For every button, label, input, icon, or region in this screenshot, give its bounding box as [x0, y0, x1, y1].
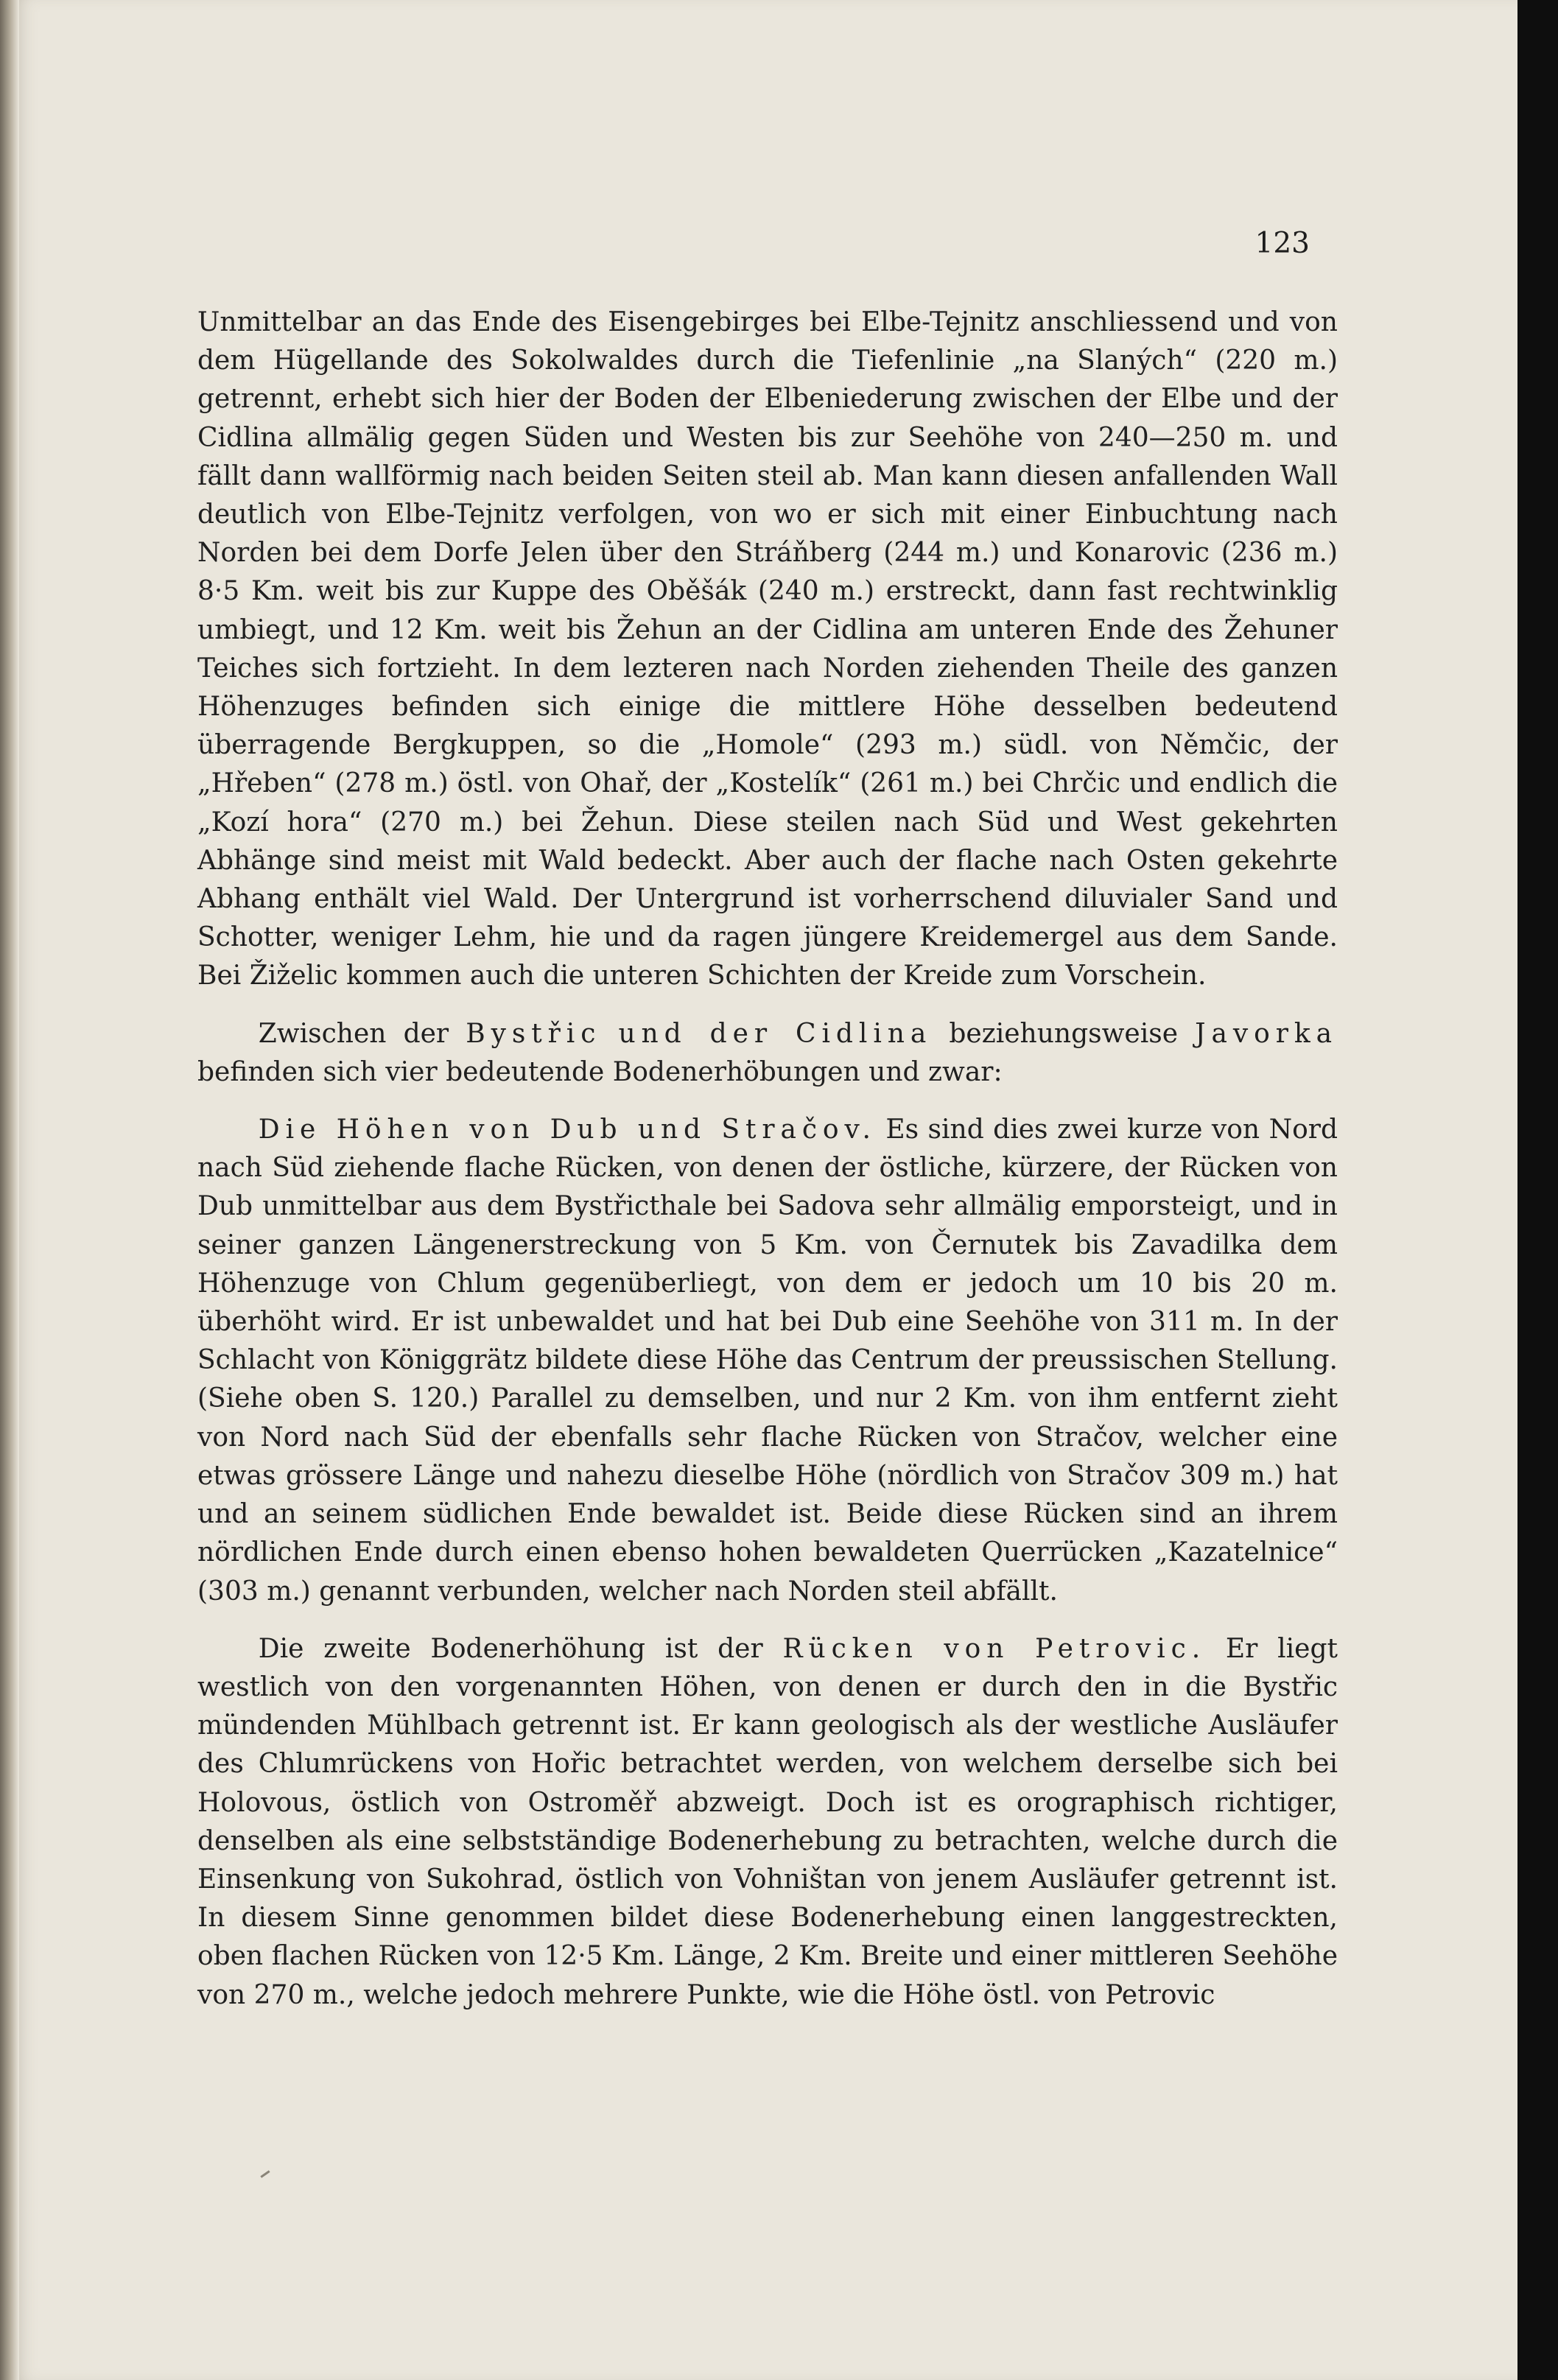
spaced-term-cidlina: und der Cidlina [618, 1018, 933, 1049]
paragraph-text: befinden sich vier bedeutende Bodenerhöbungen und zwar: [197, 1056, 1003, 1087]
spaced-heading-dub-stracov: Die Höhen von Dub und Stračov. [258, 1114, 877, 1145]
paragraph-text: beziehungsweise [932, 1018, 1196, 1049]
paragraph-text: Zwischen der [258, 1018, 466, 1049]
paragraph-text: Die zweite Bodenerhöhung ist der [258, 1633, 783, 1664]
page-number: 123 [1255, 227, 1310, 260]
spaced-heading-petrovic: Rücken von Petrovic. [782, 1633, 1207, 1664]
body-text [197, 303, 1338, 2015]
spaced-term-bystric: Bystřic [466, 1018, 602, 1049]
spaced-term-javorka: Javorka [1195, 1018, 1338, 1049]
paragraph-text: Es sind dies zwei kurze von Nord nach Süd ziehende flache Rücken, von denen der östliche, kürzere, der Rücken von Dub unmittelbar aus dem Bystřicthale bei Sadova sehr allmälig emporsteigt, und in seiner ganzen Längenerstreckung von 5 Km. von Černutek bis Zavadilka dem Höhenzuge von Chlum gegenüberliegt, von dem er jedoch um 10 bis 20 m. überhöht wird. Er ist unbewaldet und hat bei Dub eine Seehöhe von 311 m. In der Schlacht von Königgrätz bildete diese Höhe das Centrum der preussischen Stellung. (Siehe oben S. 120.) Parallel zu demselben, und nur 2 Km. von ihm entfernt zieht von Nord nach Süd der ebenfalls sehr flache Rücken von Stračov, welcher eine etwas grössere Länge und nahezu dieselbe Höhe (nördlich von Stračov 309 m.) hat und an seinem südlichen Ende bewaldet ist. Beide diese Rücken sind an ihrem nördlichen Ende durch einen ebenso hohen bewaldeten Querrücken „Kazatelnice“ (303 m.) genannt verbunden, welcher nach Norden steil abfällt. [197, 1114, 1338, 1607]
paragraph-dub-stracov [197, 1111, 1338, 1611]
paragraph-text: Unmittelbar an das Ende des Eisengebirges bei Elbe-Tejnitz anschliessend und von dem Hügellande des Sokolwaldes durch die Tiefenlinie „na Slaných“ (220 m.) getrennt, erhebt sich hier der Boden der Elbeniederung zwischen der Elbe und der Cidlina allmälig gegen Süden und Westen bis zur Seehöhe von 240—250 m. und fällt dann wallförmig nach beiden Seiten steil ab. Man kann diesen anfallenden Wall deutlich von Elbe-Tejnitz verfolgen, von wo er sich mit einer Einbuchtung nach Norden bei dem Dorfe Jelen über den Stráňberg (244 m.) und Konarovic (236 m.) 8·5 Km. weit bis zur Kuppe des Oběšák (240 m.) erstreckt, dann fast rechtwinklig umbiegt, und 12 Km. weit bis Žehun an der Cidlina am unteren Ende des Žehuner Teiches sich fortzieht. In dem lezteren nach Norden ziehenden Theile des ganzen Höhenzuges befinden sich einige die mittlere Höhe desselben bedeutend überragende Bergkuppen, so die „Homole“ (293 m.) südl. von Němčic, der „Hřeben“ (278 m.) östl. von Ohař, der „Kostelík“ (261 m.) bei Chrčic und endlich die „Kozí hora“ (270 m.) bei Žehun. Diese steilen nach Süd und West gekehrten Abhänge sind meist mit Wald bedeckt. Aber auch der flache nach Osten gekehrte Abhang enthält viel Wald. Der Untergrund ist vorherrschend diluvialer Sand und Schotter, weniger Lehm, hie und da ragen jüngere Kreidemergel aus dem Sande. Bei Žiželic kommen auch die unteren Schichten der Kreide zum Vorschein. [197, 307, 1338, 991]
book-spine-shadow [0, 0, 19, 2380]
paragraph-petrovic [197, 1630, 1338, 2015]
ink-mark [260, 2170, 270, 2177]
paragraph-text: Er liegt westlich von den vorgenannten Höhen, von denen er durch den in die Bystřic mündenden Mühlbach getrennt ist. Er kann geologisch als der westliche Ausläufer des Chlumrückens von Hořic betrachtet werden, von welchem derselbe sich bei Holovous, östlich von Ostroměř abzweigt. Doch ist es orographisch richtiger, denselben als eine selbstständige Bodenerhebung zu betrachten, welche durch die Einsenkung von Sukohrad, östlich von Vohništan von jenem Ausläufer getrennt ist. In diesem Sinne genommen bildet diese Bodenerhebung einen langgestreckten, oben flachen Rücken von 12·5 Km. Länge, 2 Km. Breite und einer mittleren Seehöhe von 270 m., welche jedoch mehrere Punkte, wie die Höhe östl. von Petrovic [197, 1633, 1338, 2010]
paragraph-eisengebirge [197, 303, 1338, 996]
paragraph-text [601, 1019, 618, 1049]
paragraph-bodenerhoehungen-intro [197, 1015, 1338, 1092]
